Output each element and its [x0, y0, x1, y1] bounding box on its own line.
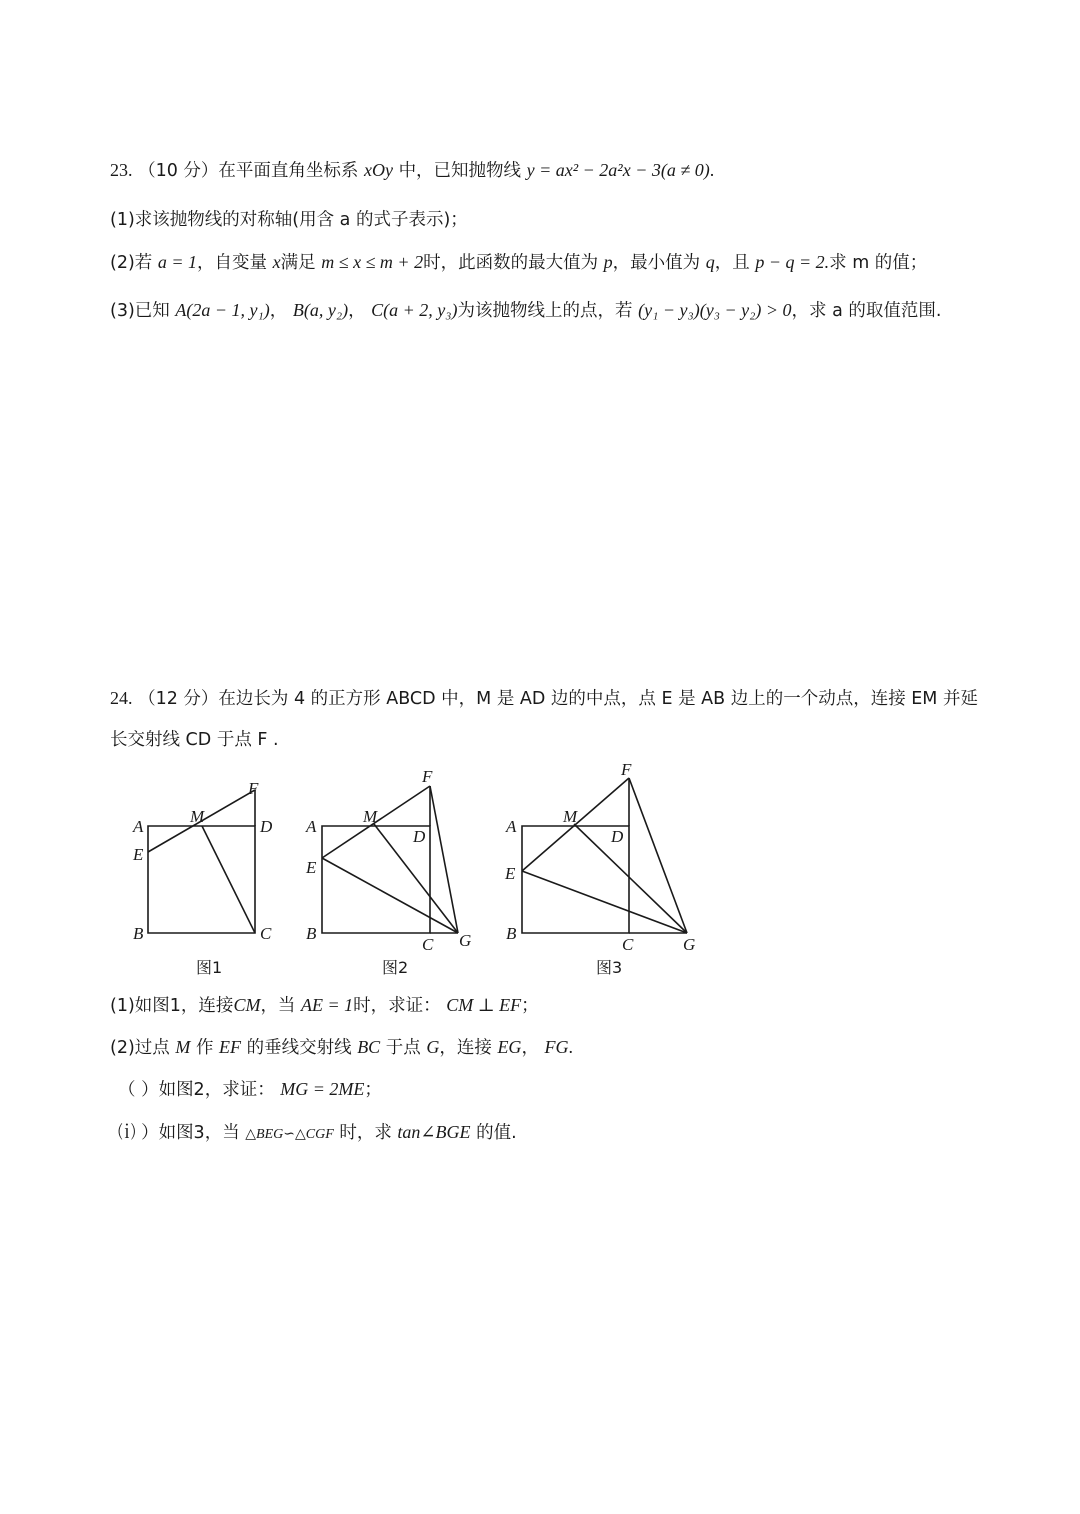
fig3-label-c: C [622, 935, 634, 954]
fig1-line-cm [202, 826, 255, 933]
q24-stem-line1: 24. （12 分）在边长为 4 的正方形 ABCD 中，M 是 AD 边的中点，点 E 是 AB 边上的一个动点，连接 EM 并延 [110, 688, 978, 709]
figure-1 [132, 779, 273, 977]
fig1-label-b: B [133, 924, 144, 943]
fig2-label-b: B [306, 924, 317, 943]
fig2-label-e: E [306, 858, 317, 877]
fig3-label-d: D [611, 827, 624, 846]
q23-part3: (3)已知 A(2a − 1, y₁)， B(a, y₂)， C(a + 2, y₃)为该抛物线上的点，若 (y₁ − y₃)(y₃ − y₂) > 0，求 a 的取值范围. [110, 300, 942, 321]
q24-stem-line2: 长交射线 CD 于点 F . [110, 730, 279, 750]
fig2-label-a: A [306, 817, 317, 836]
fig3-label-g: G [683, 935, 696, 954]
fig2-label-c: C [422, 935, 434, 954]
fig1-label-c: C [260, 924, 272, 943]
fig1-label-m: M [190, 807, 205, 826]
q23-part2: (2)若 a = 1，自变量 x满足 m ≤ x ≤ m + 2时，此函数的最大值为 p，最小值为 q，且 p − q = 2.求 m 的值； [110, 252, 928, 273]
fig2-line-eg [322, 858, 458, 933]
fig3-label-e: E [505, 864, 516, 883]
fig3-line-fg [629, 778, 687, 933]
fig1-label-a: A [133, 817, 144, 836]
q23-part1: (1)求该抛物线的对称轴(用含 a 的式子表示)； [110, 210, 468, 230]
figure-3 [504, 760, 695, 977]
fig1-label-e: E [133, 845, 144, 864]
fig3-label-m: M [563, 807, 578, 826]
fig2-line-fg [430, 786, 458, 933]
fig2-label-g: G [459, 931, 472, 950]
fig2-label-f: F [422, 767, 433, 786]
q23-stem: 23. （10 分）在平面直角坐标系 xOy 中，已知抛物线 y = ax² − 2a²x − 3(a ≠ 0). [110, 160, 715, 181]
fig2-label-d: D [413, 827, 426, 846]
fig3-label-a: A [506, 817, 517, 836]
fig1-label-f: F [248, 779, 259, 798]
fig2-caption: 图2 [382, 958, 409, 977]
fig1-caption: 图1 [196, 958, 223, 977]
fig3-label-f: F [621, 760, 632, 779]
figure-2 [305, 767, 471, 977]
fig3-caption: 图3 [596, 958, 623, 977]
fig3-line-eg [522, 871, 687, 933]
fig2-label-m: M [363, 807, 378, 826]
q24-part2-i: （ ）如图2，求证： MG = 2ME； [118, 1079, 382, 1100]
fig3-label-b: B [506, 924, 517, 943]
fig1-label-d: D [260, 817, 273, 836]
q24-part2-ii: ⒤ ）如图3，当 △BEG∽△CGF 时，求 tan∠BGE 的值. [118, 1122, 517, 1143]
fig3-line-mg [574, 824, 687, 933]
geometry-figures [0, 760, 1080, 980]
q24-part2: (2)过点 M 作 EF 的垂线交射线 BC 于点 G，连接 EG， FG. [110, 1037, 574, 1058]
q24-part1: (1)如图1，连接CM，当 AE = 1时，求证： CM ⊥ EF； [110, 995, 539, 1016]
